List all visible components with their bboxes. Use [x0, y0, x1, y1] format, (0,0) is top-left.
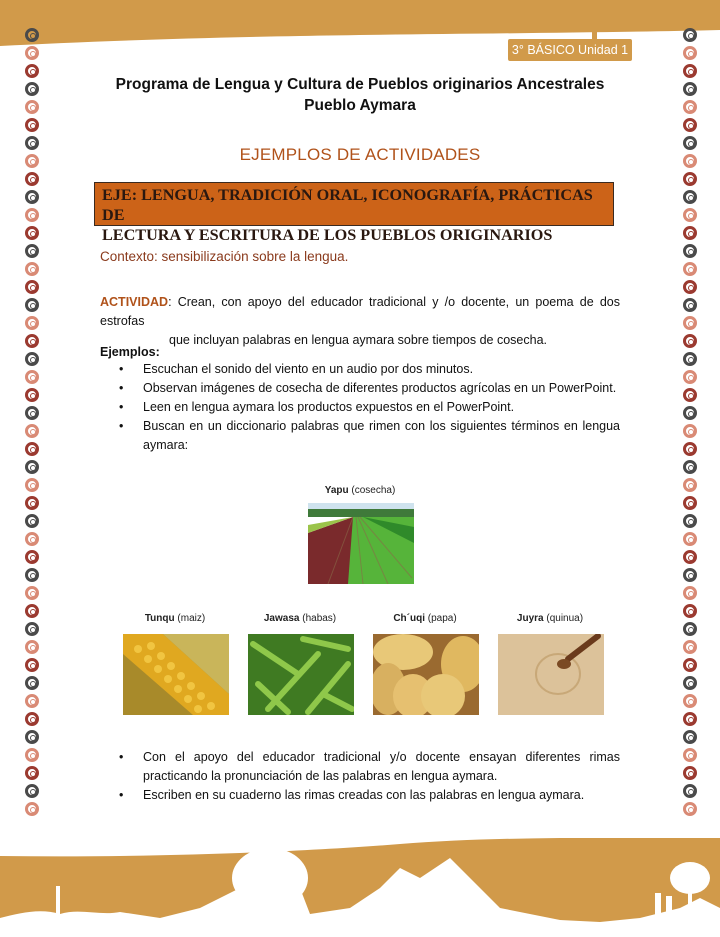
border-ornament-icon [683, 316, 697, 330]
border-ornament-icon [25, 226, 39, 240]
yapu-caption [290, 485, 430, 496]
caption-word: Jawasa [263, 613, 300, 624]
eje-line-1: EJE: LENGUA, TRADICIÓN ORAL, ICONOGRAFÍA, PRÁCTICAS DE [102, 186, 593, 224]
caption-word: Ch´uqi [393, 613, 425, 624]
border-ornament-icon [25, 658, 39, 672]
border-ornament-icon [683, 370, 697, 384]
border-ornament-icon [683, 604, 697, 618]
caption-meaning: (quinua) [546, 613, 584, 624]
quinoa-photo [498, 634, 604, 715]
border-ornament-icon [25, 748, 39, 762]
border-ornament-icon [25, 550, 39, 564]
border-ornament-icon [25, 442, 39, 456]
border-ornament-icon [25, 802, 39, 816]
border-ornament-icon [25, 334, 39, 348]
border-ornament-icon [25, 532, 39, 546]
list-item: • Escriben en su cuaderno las rimas creadas con las palabras en lengua aymara. [100, 786, 620, 805]
border-ornament-icon [25, 190, 39, 204]
border-ornament-icon [683, 802, 697, 816]
border-ornament-icon [683, 784, 697, 798]
border-ornament-icon [25, 28, 39, 42]
jawasa-caption [245, 613, 355, 624]
caption-word: Juyra [516, 613, 544, 624]
border-ornament-icon [25, 370, 39, 384]
border-ornament-icon [683, 262, 697, 276]
tunqu-caption [120, 613, 230, 624]
people-title: Pueblo Aymara [304, 97, 416, 114]
border-ornament-icon [25, 676, 39, 690]
border-ornament-icon [683, 478, 697, 492]
ejemplos-heading: Ejemplos: [100, 345, 160, 359]
actividad-block [100, 293, 620, 350]
border-ornament-icon [25, 478, 39, 492]
broad-beans-photo [248, 634, 354, 715]
ejemplos-list [100, 360, 620, 455]
border-ornament-icon [683, 586, 697, 600]
border-ornament-icon [683, 406, 697, 420]
chuqi-caption [370, 613, 480, 624]
border-ornament-icon [683, 550, 697, 564]
section-title: EJEMPLOS DE ACTIVIDADES [239, 145, 481, 164]
border-ornament-icon [683, 766, 697, 780]
border-ornament-icon [25, 388, 39, 402]
border-ornament-icon [25, 730, 39, 744]
border-ornament-icon [25, 424, 39, 438]
badge-stem [592, 26, 597, 40]
unit-badge: 3° BÁSICO Unidad 1 [508, 39, 632, 61]
caption-meaning: (habas) [302, 613, 337, 624]
border-ornament-icon [25, 460, 39, 474]
caption-meaning: (maiz) [177, 613, 206, 624]
list-item: • Leen en lengua aymara los productos expuestos en el PowerPoint. [100, 398, 620, 417]
crop-field-photo [308, 503, 414, 584]
juyra-caption [495, 613, 605, 624]
caption-word: Tunqu [144, 613, 175, 624]
border-ornament-icon [683, 172, 697, 186]
border-ornament-icon [683, 496, 697, 510]
border-ornament-icon [683, 388, 697, 402]
eje-box [94, 182, 614, 244]
border-ornament-icon [683, 334, 697, 348]
border-ornament-icon [25, 622, 39, 636]
list-item: • Observan imágenes de cosecha de diferentes productos agrícolas en un PowerPoint. [100, 379, 620, 398]
border-ornament-icon [683, 280, 697, 294]
list-item: • Buscan en un diccionario palabras que rimen con los siguientes términos en lengua aymara: [100, 417, 620, 455]
border-ornament-icon [25, 766, 39, 780]
border-ornament-icon [25, 262, 39, 276]
border-ornament-icon [25, 280, 39, 294]
border-ornament-icon [25, 352, 39, 366]
border-ornament-icon [25, 712, 39, 726]
border-ornament-icon [683, 658, 697, 672]
border-ornament-icon [25, 514, 39, 528]
ejemplos-list-after [100, 748, 620, 805]
border-ornament-icon [683, 442, 697, 456]
border-ornament-icon [683, 712, 697, 726]
border-ornament-icon [683, 28, 697, 42]
border-ornament-icon [683, 568, 697, 582]
border-ornament-icon [25, 208, 39, 222]
border-ornament-icon [25, 406, 39, 420]
border-ornament-icon [683, 226, 697, 240]
border-ornament-icon [25, 244, 39, 258]
border-ornament-icon [25, 640, 39, 654]
border-ornament-icon [25, 118, 39, 132]
program-title: Programa de Lengua y Cultura de Pueblos originarios Ancestrales [115, 76, 605, 93]
border-ornament-icon [25, 46, 39, 60]
border-ornament-icon [683, 424, 697, 438]
border-ornament-icon [683, 730, 697, 744]
border-ornament-icon [25, 694, 39, 708]
corn-photo [123, 634, 229, 715]
border-ornament-icon [683, 118, 697, 132]
border-ornament-icon [683, 352, 697, 366]
border-ornament-icon [25, 604, 39, 618]
border-ornament-icon [25, 568, 39, 582]
actividad-text-1: : Crean, con apoyo del educador tradicional y /o docente, un poema de dos estrofas [100, 295, 620, 328]
border-ornament-icon [683, 208, 697, 222]
border-ornament-icon [25, 784, 39, 798]
border-ornament-icon [683, 676, 697, 690]
footer-landscape [0, 838, 720, 932]
border-ornament-icon [25, 496, 39, 510]
border-ornament-icon [683, 622, 697, 636]
caption-word: Yapu [324, 485, 349, 496]
contexto-text: Contexto: sensibilización sobre la lengua. [100, 249, 349, 264]
actividad-text-2: que incluyan palabras en lengua aymara sobre tiempos de cosecha. [169, 333, 548, 347]
border-ornament-icon [683, 190, 697, 204]
eje-line-2: LECTURA Y ESCRITURA DE LOS PUEBLOS ORIGINARIOS [102, 226, 553, 244]
border-ornament-icon [683, 514, 697, 528]
border-ornament-icon [683, 748, 697, 762]
border-ornament-icon [683, 460, 697, 474]
caption-meaning: (cosecha) [351, 485, 396, 496]
potato-photo [373, 634, 479, 715]
border-ornament-icon [25, 586, 39, 600]
border-ornament-icon [683, 694, 697, 708]
caption-meaning: (papa) [427, 613, 457, 624]
border-ornament-icon [683, 244, 697, 258]
actividad-label: ACTIVIDAD [100, 295, 169, 309]
border-ornament-icon [683, 532, 697, 546]
border-ornament-icon [683, 640, 697, 654]
list-item: • Escuchan el sonido del viento en un audio por dos minutos. [100, 360, 620, 379]
border-ornament-icon [25, 172, 39, 186]
list-item: • Con el apoyo del educador tradicional y/o docente ensayan diferentes rimas practicando la pronunciación de las palabras en lengua aymara. [100, 748, 620, 786]
border-ornament-icon [683, 298, 697, 312]
border-ornament-icon [25, 316, 39, 330]
border-ornament-icon [25, 298, 39, 312]
border-ornament-icon [683, 46, 697, 60]
